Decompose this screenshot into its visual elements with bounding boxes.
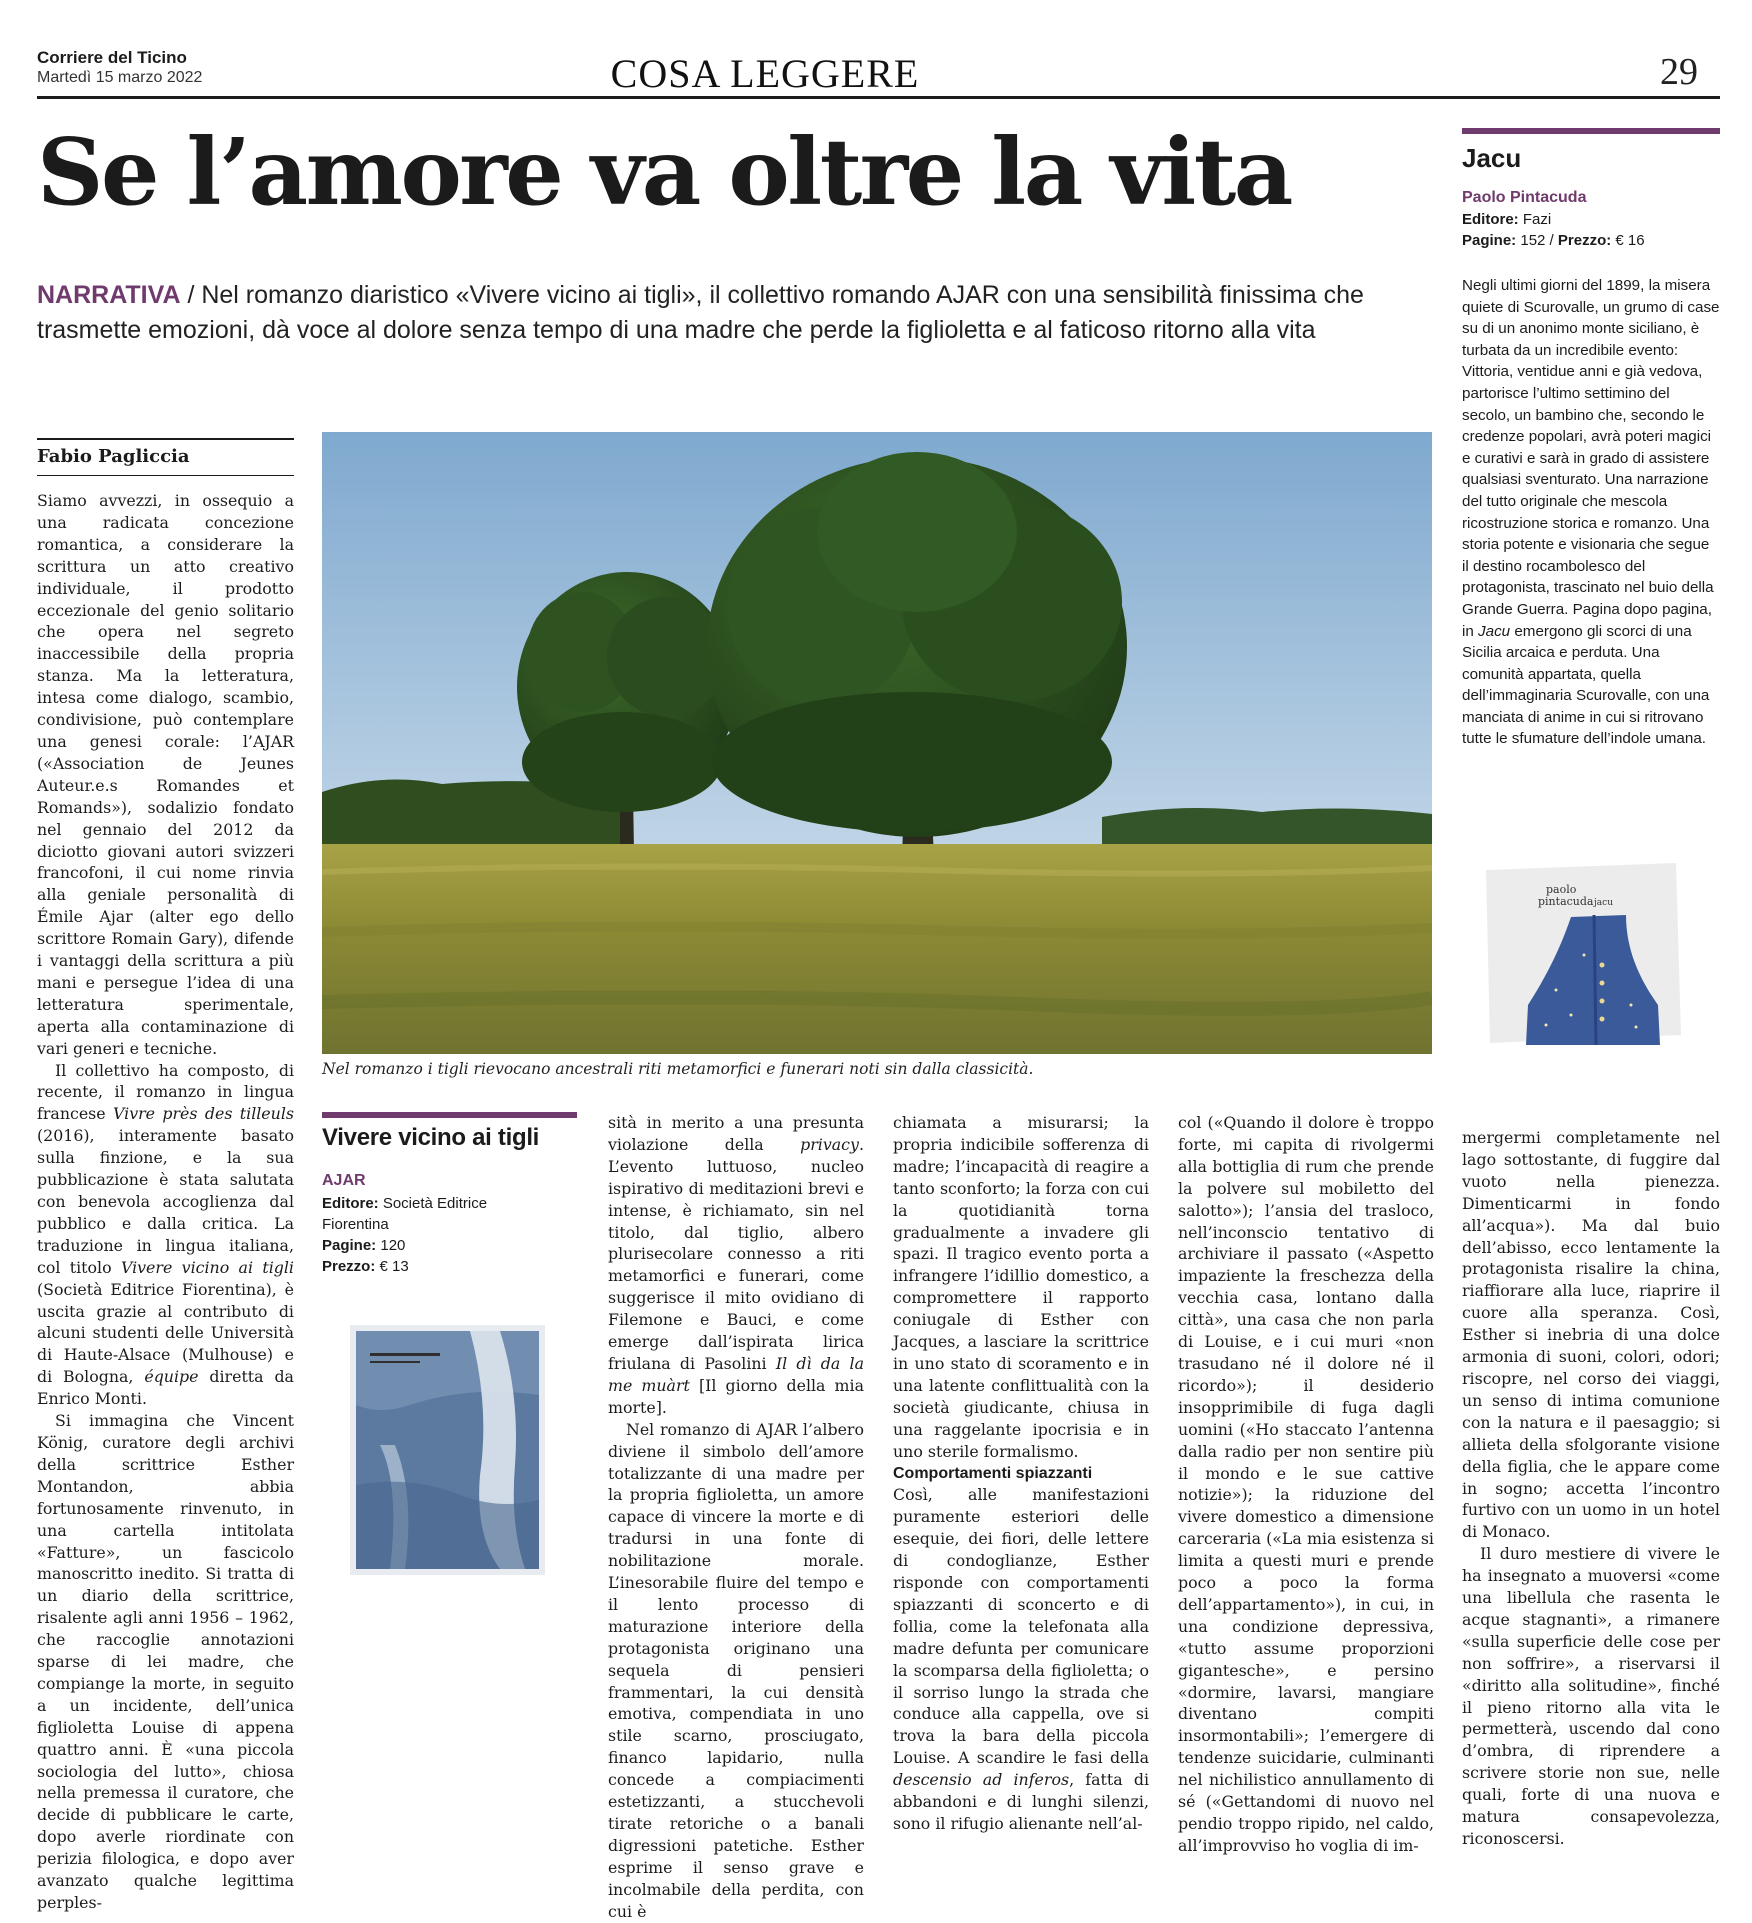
italic-title: Vivere vicino ai tigli <box>120 1257 294 1277</box>
sidebar-editore-label: Editore: <box>1462 211 1519 228</box>
cover-title: jacu <box>1594 898 1613 908</box>
sidebar-synopsis-part: Negli ultimi giorni del 1899, la misera quiete di Scurovalle, un grumo di case su di un anonimo monte siciliano, è turbata da un incredibile evento: Vittoria, ventidue anni e già vedova, partorisce l’ultimo settimino del secolo, un bambino che, secondo le credenze popolari, avrà poteri magici e curativi e sarà in grado di assistere qualsiasi sventurato. Una narrazione del tutto originale che mescola ricostruzione storica e romanzo. Una storia potente e visionaria che segue il destino rocambolesco del protagonista, trascinato nel buio della Grande Guerra. Pagina dopo pagina, in <box>1462 277 1720 640</box>
article-column-4 <box>893 1112 1149 1835</box>
text-run: Così, alle manifestazioni puramente esteriori delle esequie, dei fiori, delle lettere di condoglianze, Esther risponde con comportamenti spiazzanti di sconcerto e di follia, come la telefonata alla madre defunta per comunicare la scomparsa della figlioletta; o il sorriso lungo la strada che conduce alla cappella, ove si trova la bara della piccola Louise. A scandire le fasi della <box>893 1485 1149 1768</box>
article-column-3 <box>608 1112 864 1923</box>
paragraph: chiamata a misurarsi; la propria indicibile sofferenza di madre; l’incapacità di reagire a tanto sconforto; la forza con cui la quotidianità torna gradualmente a invadere gli spazi. Il tragico evento porta a infrangere l’idillio domestico, a compromettere il rapporto coniugale di Esther con Jacques, a lasciare la scrittrice in uno stato di scoramento e in una latente conflittualità con la società giudicante, chiusa in una raggelante ipocrisia e in uno sterile formalismo. <box>893 1113 1149 1461</box>
book-box-prezzo-value: € 13 <box>375 1258 409 1275</box>
sidebar-prezzo-value: € 16 <box>1611 232 1645 249</box>
sidebar-pagine-label: Pagine: <box>1462 232 1517 249</box>
book-box-title: Vivere vicino ai tigli <box>322 1124 540 1151</box>
sidebar-editore <box>1462 211 1551 228</box>
paragraph <box>37 1060 294 1411</box>
book-box-pagine-value: 120 <box>376 1237 406 1254</box>
book-box-editore-value: Società Editrice Fiorentina <box>322 1195 488 1233</box>
text-run: Il collettivo ha composto, di recente, il romanzo in lingua francese <box>37 1060 294 1124</box>
large-linden-tree <box>707 452 1127 857</box>
deck-text: / Nel romanzo diaristico «Vivere vicino ai tigli», il collettivo romando AJAR con una sensibilità finissima che trasmette emozioni, dà voce al dolore senza tempo di una madre che perde la figlioletta e al faticoso ritorno alla vita <box>37 281 1364 344</box>
sidebar-synopsis-part: emergono gli scorci di una Sicilia arcaica e perduta. Una comunità appartata, quella dell’immaginaria Scurovalle, con una manciata di anime in cui si ritrovano tutte le sfumature dell’indole umana. <box>1462 622 1710 748</box>
sidebar-synopsis-title: Jacu <box>1478 622 1511 640</box>
sidebar-synopsis <box>1462 275 1720 750</box>
text-run: sità in merito a una presunta violazione della <box>608 1113 864 1154</box>
sidebar-book-author: Paolo Pintacuda <box>1462 189 1587 206</box>
italic-phrase: descensio ad inferos <box>893 1770 1070 1790</box>
paragraph: mergermi completamente nel lago sottostante, di fuggire dal vuoto nella pienezza. Dimenticarmi in fondo all’acqua»). Ma dal buio dell’abisso, ecco lentamente la protagonista risalire la china, riaffiorare alla luce, riaprire il cuore alla speranza. Così, Esther si inebria di una dolce armonia di suoni, colori, odori; riscopre, nel corso dei viaggi, un senso di intima comunione con la natura e il paesaggio; si allieta della sfolgorante visione della figlia, che le appare come in sogno; accetta l’incontro furtivo con un uomo in un hotel di Monaco. <box>1462 1128 1720 1542</box>
sidebar-pagine-prezzo <box>1462 232 1645 249</box>
photo-caption: Nel romanzo i tigli rievocano ancestrali riti metamorfici e funerari noti sin dalla classicità. <box>322 1060 1034 1078</box>
paragraph: Siamo avvezzi, in ossequio a una radicata concezione romantica, a considerare la scrittura un atto creativo individuale, il prodotto eccezionale del genio solitario che opera nel segreto inaccessibile della propria stanza. Ma la letteratura, intesa come dialogo, scambio, condivisione, può contemplare una genesi corale: l’AJAR («Association de Jeunes Auteur.e.s Romandes et Romands»), sodalizio fondato nel gennaio del 2012 da diciotto giovani autori svizzeri francofoni, il cui nome rinvia alla geniale personalità di Émile Ajar (alter ego dello scrittore Romain Gary), difende i vantaggi della scrittura a più mani e persegue l’idea di una letteratura sperimentale, aperta alla contaminazione di vari generi e tecniche. <box>37 491 294 1058</box>
book-box-prezzo <box>322 1256 409 1277</box>
trees-photo <box>322 432 1432 1054</box>
sidebar-editore-value: Fazi <box>1518 211 1552 228</box>
paragraph <box>608 1112 864 1419</box>
text-run: diretta da Enrico Monti. <box>37 1367 294 1409</box>
byline-rule <box>37 475 294 476</box>
book-box-rule <box>322 1112 577 1118</box>
subheading: Comportamenti spiazzanti <box>893 1464 1093 1482</box>
sidebar-rule <box>1462 128 1720 134</box>
headline: Se l’amore va oltre la vita <box>37 118 1291 226</box>
page-number: 29 <box>1660 51 1698 93</box>
text-run: (2016), interamente basato sulla finzione, e la sua pubblicazione è stata salutata con benevola accoglienza dal pubblico e dalla critica. La traduzione in lingua italiana, col titolo <box>37 1126 294 1277</box>
header-rule <box>37 96 1720 99</box>
paragraph: Il duro mestiere di vivere le ha insegnato a muoversi «come una libellula che rasenta le acque stagnanti», a rimanere «sulla superficie delle cose per non soffrire», a riservarsi il «diritto alla solitudine», finché il pieno ritorno alla vita le permetterà, uscendo dal cono d’ombra, di riprendere a scrivere storie non sue, nelle quali, forte di una nuova e matura consapevolezza, riconoscersi. <box>1462 1544 1720 1848</box>
masthead-date: Martedì 15 marzo 2022 <box>37 69 203 86</box>
book-box-prezzo-label: Prezzo: <box>322 1258 376 1275</box>
text-run: [Il giorno della mia morte]. <box>608 1375 864 1417</box>
sidebar-book-title: Jacu <box>1462 143 1522 173</box>
italic-title: Vivre près des tilleuls <box>113 1104 294 1124</box>
cover-author-last: pintacuda <box>1538 895 1594 908</box>
sidebar-prezzo-label: Prezzo: <box>1557 232 1612 249</box>
masthead-paper-name: Corriere del Ticino <box>37 48 187 67</box>
deck <box>37 278 1457 348</box>
book-box-pagine-label: Pagine: <box>322 1237 377 1254</box>
text-run: . L’evento luttuoso, nucleo ispirativo di meditazioni brevi e intense, è richiamato, sin nel titolo, dal tiglio, albero plurisecolare connesso a riti metamorfici e funerari, come suggerisce il mito ovidiano di Filemone e Bauci, e come emerge dall’ispirata lirica friulana di Pasolini <box>608 1134 864 1373</box>
book-box-pagine <box>322 1235 405 1256</box>
article-column-1 <box>37 490 294 1914</box>
sidebar-pagine-value: 152 / <box>1516 232 1558 249</box>
byline: Fabio Pagliccia <box>37 446 190 467</box>
article-column-6 <box>1462 1127 1720 1850</box>
book-box-author: AJAR <box>322 1172 366 1189</box>
paragraph <box>893 1484 1149 1835</box>
paragraph: Nel romanzo di AJAR l’albero diviene il simbolo dell’amore totalizzante di una madre per la propria figlioletta, un amore capace di vincere la morte e di tradursi in una fonte di nobilitazione morale. L’inesorabile fluire del tempo e il lento processo di maturazione interiore della protagonista originano una sequela di pensieri frammentari, la cui densità emotiva, compendiata in uno stile scarno, prosciugato, financo lapidario, nulla concede a compiacimenti estetizzanti, a stucchevoli tirate retoriche o a banali digressioni patetiche. Esther esprime il senso grave e incolmabile della perdita, con cui è <box>608 1419 864 1921</box>
text-run: (Società Editrice Fiorentina), è uscita grazie al contributo di alcuni studenti delle Università di Haute-Alsace (Mulhouse) e di Bologna, <box>37 1279 294 1387</box>
italic-word: équipe <box>144 1367 199 1387</box>
italic-word: privacy <box>800 1134 859 1154</box>
section-title: COSA LEGGERE <box>610 51 920 96</box>
deck-kicker: NARRATIVA <box>37 281 181 309</box>
book-box-editore-label: Editore: <box>322 1195 379 1212</box>
paragraph: Si immagina che Vincent König, curatore degli archivi della scrittrice Esther Montandon, abbia fortunosamente rinvenuto, in una cartella intitolata «Fatture», un fascicolo manoscritto inedito. Si tratta di un diario della scrittrice, risalente agli anni 1956 – 1962, che raccoglie annotazioni sparse di lei madre, che compiange la morte, in seguito a un incidente, dell’unica figlioletta Louise di appena quattro anni. È «una piccola sociologia del lutto», chiosa nella premessa il curatore, che decide di pubblicare le carte, dopo averle riordinate con perizia filologica, e dopo aver avanzato qualche legittima perples- <box>37 1411 294 1912</box>
paragraph: col («Quando il dolore è troppo forte, mi capita di rivolgermi alla bottiglia di rum che prende la polvere sul mobiletto del salotto»); l’ansia del trasloco, nell’inconscio tentativo di archiviare il passato («Aspetto impaziente la freschezza della vecchia casa, lontano dalla città», una casa che non parla di Louise, e i cui muri «non trasudano né il dolore né il ricordo»); il desiderio insopprimibile di fuga dagli uomini («Ho staccato l’antenna dalla radio per non sentire più il mondo e le sue cattive notizie»); la riduzione del vivere domestico a dimensione carceraria («La mia esistenza si limita a questi muri e prende poco a poco la forma dell’appartamento»), in cui, in una condizione depressiva, «tutto assume proporzioni gigantesche», e persino «dormire, lavarsi, mangiare diventano compiti insormontabili»; l’emergere di tendenze suicidarie, culminanti nel nichilistico annullamento di sé («Gettandomi di nuovo nel pendio troppo ripido, nel caldo, all’improvviso ho voglia di im- <box>1178 1113 1434 1855</box>
byline-rule <box>37 438 294 440</box>
italic-title: Il dì da la me muàrt <box>608 1353 864 1395</box>
cover-author-first: paolo <box>1546 883 1577 896</box>
text-run: , fatta di abbandoni e di lunghi silenzi, sono il rifugio alienante nell’al- <box>893 1770 1149 1833</box>
book-box-editore <box>322 1193 552 1235</box>
jacu-book-cover <box>1476 855 1706 1045</box>
vivere-book-cover <box>350 1325 545 1575</box>
article-column-5 <box>1178 1112 1434 1857</box>
